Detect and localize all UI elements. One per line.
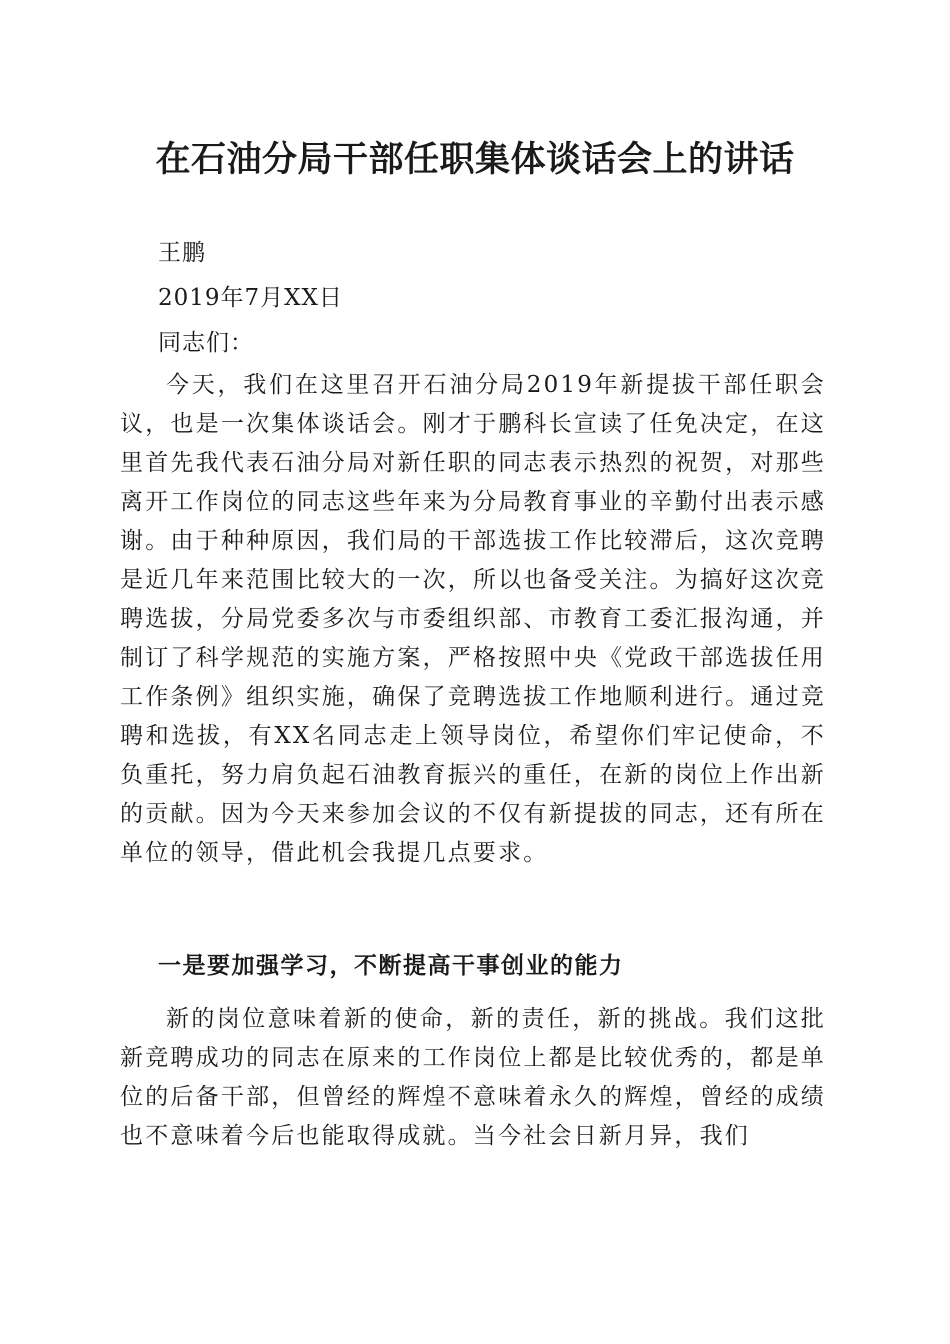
section-heading: 一是要加强学习，不断提高干事创业的能力 xyxy=(158,952,624,979)
document-title: 在石油分局干部任职集体谈话会上的讲话 xyxy=(155,139,795,180)
salutation: 同志们： xyxy=(158,330,254,356)
paragraph-opening: 今天，我们在这里召开石油分局2019年新提拔干部任职会议，也是一次集体谈话会。刚才于鹏科长宣读了任免决定，在这里首先我代表石油分局对新任职的同志表示热烈的祝贺，对那些离开工作岗位的同志这些年来为分局教育事业的辛勤付出表示感谢。由于种种原因，我们局的干部选拔工作比较滞后，这次竞聘是近几年来范围比较大的一次，所以也备受关注。为搞好这次竞聘选拔，分局党委多次与市委组织部、市教育工委汇报沟通，并制订了科学规范的实施方案，严格按照中央《党政干部选拔任用工作条例》组织实施，确保了竞聘选拔工作地顺利进行。通过竞聘和选拔，有XX名同志走上领导岗位，希望你们牢记使命，不负重托，努力肩负起石油教育振兴的重任，在新的岗位上作出新的贡献。因为今天来参加会议的不仅有新提拔的同志，还有所在单位的领导，借此机会我提几点要求。 xyxy=(120,372,826,866)
author-name: 王鹏 xyxy=(158,240,206,266)
speech-date: 2019年7月XX日 xyxy=(158,285,343,311)
paragraph-section-1: 新的岗位意味着新的使命，新的责任，新的挑战。我们这批新竞聘成功的同志在原来的工作岗位上都是比较优秀的，都是单位的后备干部，但曾经的辉煌不意味着永久的辉煌，曾经的成绩也不意味着今后也能取得成就。当今社会日新月异，我们 xyxy=(120,1006,826,1149)
